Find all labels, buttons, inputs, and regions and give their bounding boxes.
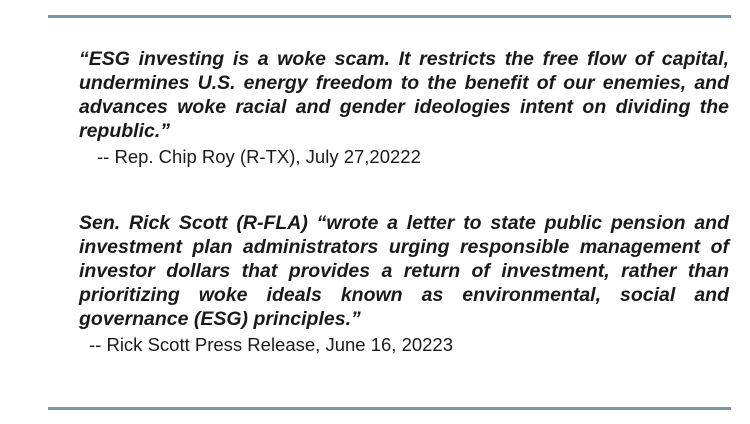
quote-text: Sen. Rick Scott (R-FLA) “wrote a letter to state public pension and investment plan administrators urging responsible management of investor dollars that provides a return of investment, rather than prioritizing woke ideals known as environmental, social and governance (ESG) principles.” (79, 212, 729, 330)
quote-block-chip-roy (79, 47, 729, 169)
quote-attribution: -- Rick Scott Press Release, June 16, 20223 (89, 334, 454, 355)
quote-block-rick-scott (79, 211, 729, 357)
bottom-divider (48, 407, 731, 410)
quote-attribution: -- Rep. Chip Roy (R-TX), July 27,20222 (97, 146, 421, 167)
top-divider (48, 15, 731, 18)
quote-text: “ESG investing is a woke scam. It restricts the free flow of capital, undermines U.S. energy freedom to the benefit of our enemies, and advances woke racial and gender ideologies intent on dividing the republic.” (79, 48, 729, 142)
